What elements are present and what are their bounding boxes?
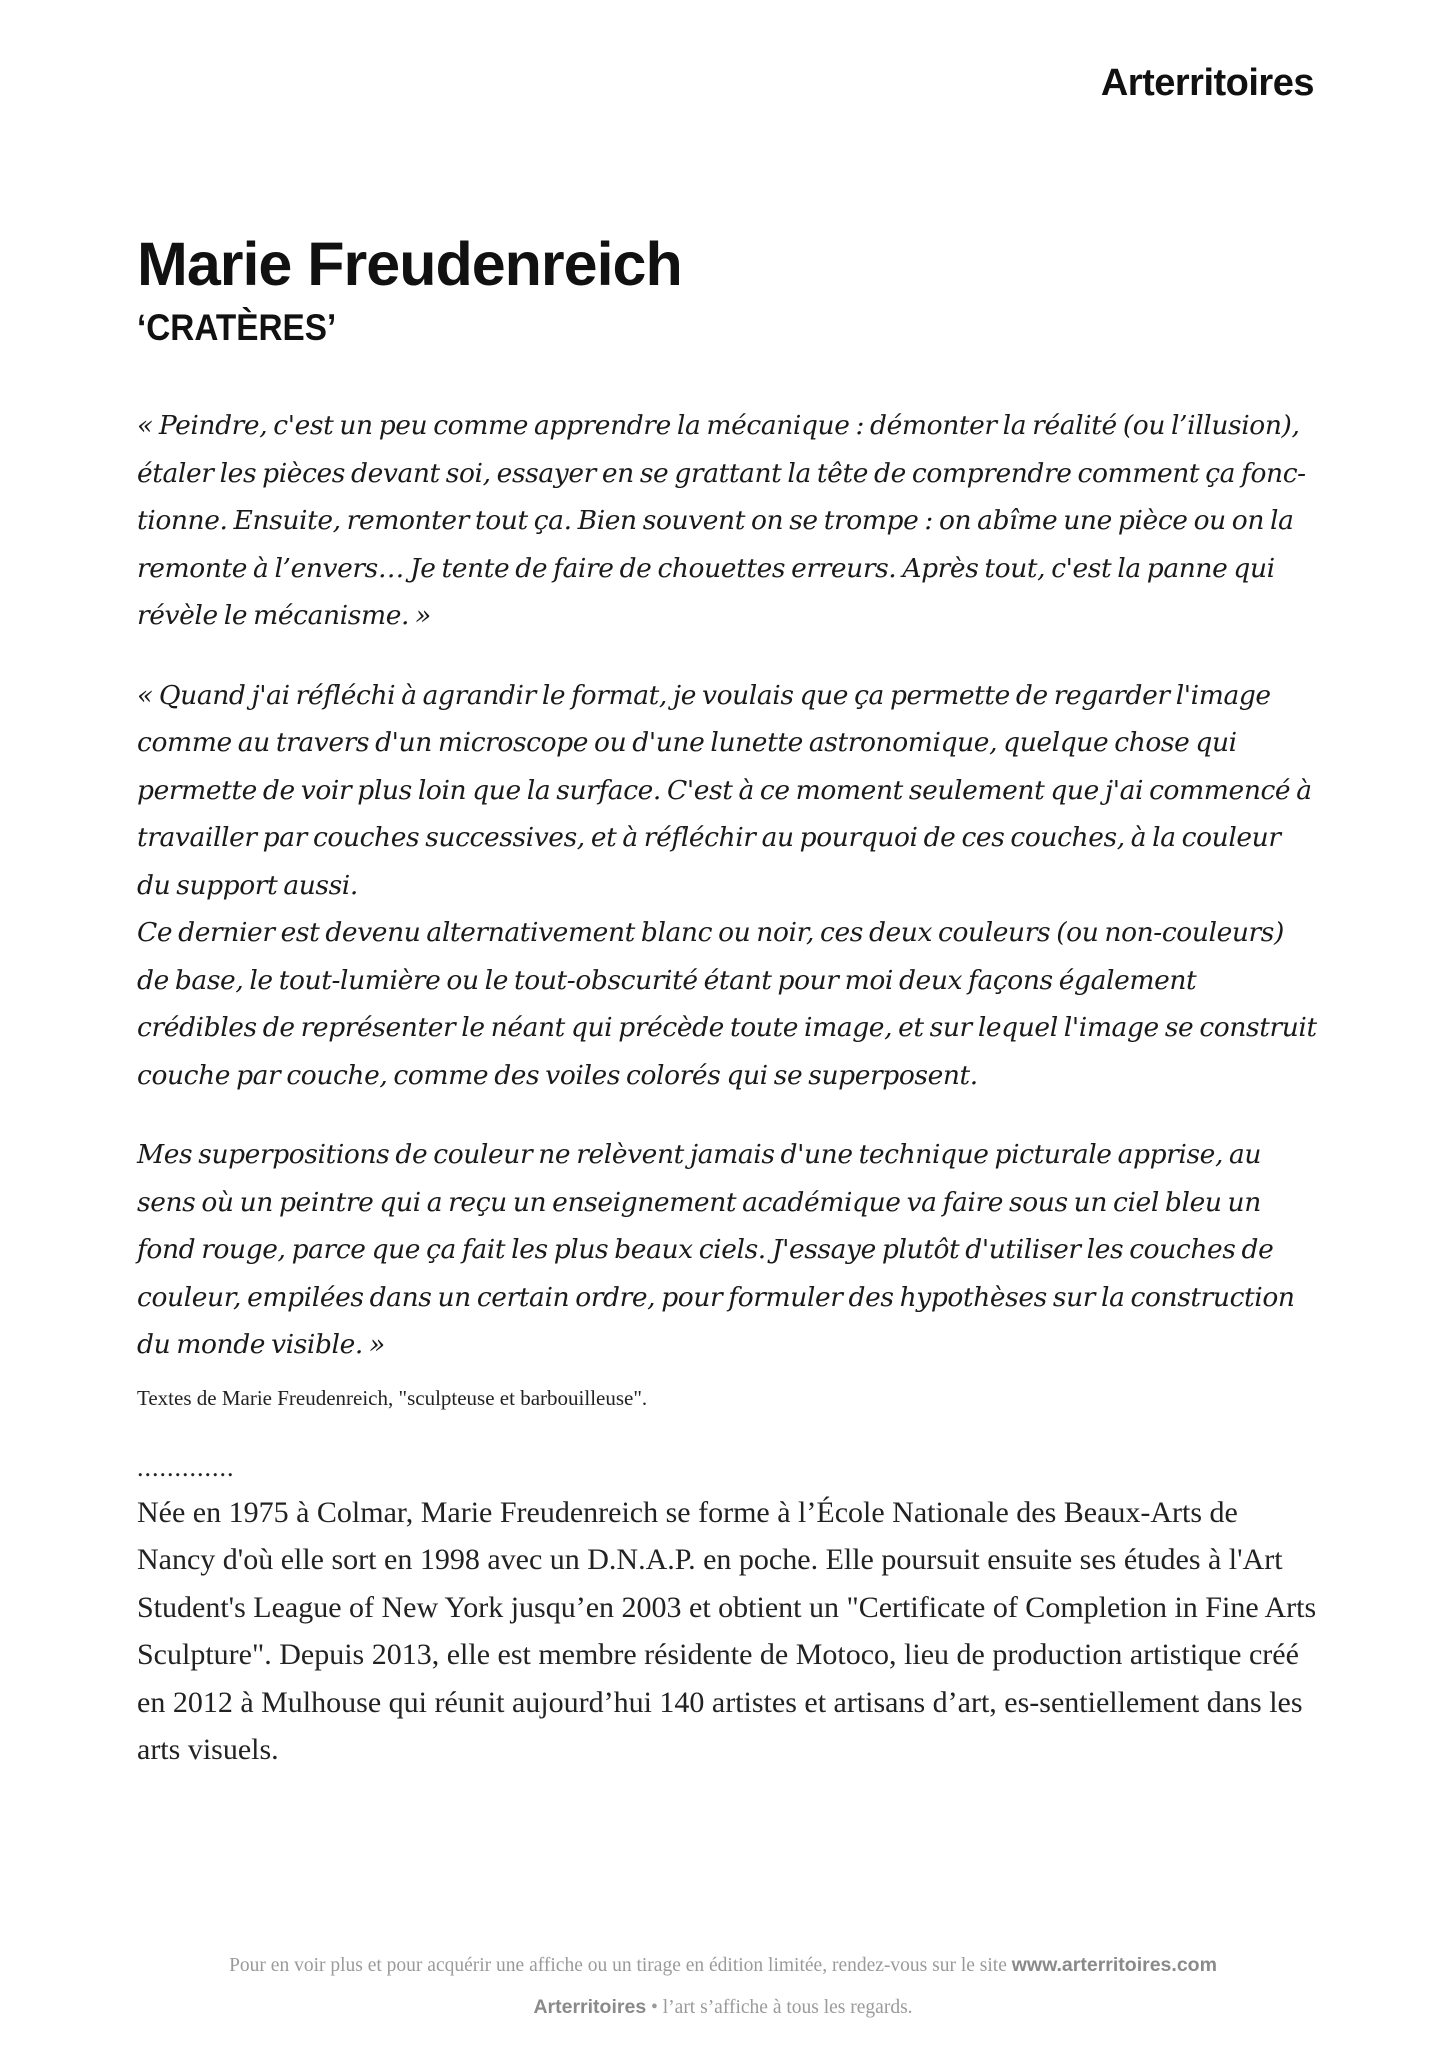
artist-name: Marie Freudenreich	[137, 230, 682, 298]
footer-brand: Arterritoires	[533, 1996, 647, 2018]
quote-paragraph: Mes superpositions de couleur ne relèvent jamais d'une technique picturale apprise, au sens où un peintre qui a reçu un enseignement académique va faire sous un ciel bleu un fond rouge, parce que ça fait les plus beaux ciels. J'essaye plutôt d'utiliser les couches de couleur, empilées dans un certain ordre, pour formuler des hypothèses sur la construction du monde visible. »	[137, 1139, 1295, 1360]
quote-credit: Textes de Marie Freudenreich, "sculpteuse et barbouilleuse".	[137, 1385, 648, 1410]
quote-paragraph: « Peindre, c'est un peu comme apprendre la mécanique : démonter la réalité (ou l’illusion), étaler les pièces devant soi, essayer en se grattant la tête de comprendre comment ça fonc-tionne. Ensuite, remonter tout ça. Bien souvent on se trompe : on abîme une pièce ou on la remonte à l’envers… Je tente de faire de chouettes erreurs. Après tout, c'est la panne qui révèle le mécanisme. »	[137, 410, 1306, 631]
footer-tagline-text: • l’art s’affiche à tous les regards.	[651, 1997, 913, 2018]
article	[137, 228, 1317, 1774]
footer-promo	[0, 1954, 1446, 1977]
quote-paragraph: « Quand j'ai réfléchi à agrandir le format, je voulais que ça permette de regarder l'image comme au travers d'un microscope ou d'une lunette astronomique, quelque chose qui permette de voir plus loin que la surface. C'est à ce moment seulement que j'ai commencé à travailler par couches successives, et à réfléchir au pourquoi de ces couches, à la couleur du support aussi.	[137, 679, 1312, 901]
footer-promo-text: Pour en voir plus et pour acquérir une affiche ou un tirage en édition limitée, rendez-vous sur le site	[229, 1955, 1007, 1976]
footer-tagline	[0, 1996, 1446, 2019]
brand-logo: Arterritoires	[1100, 62, 1314, 104]
artist-bio: Née en 1975 à Colmar, Marie Freudenreich se forme à l’École Nationale des Beaux-Arts de Nancy d'où elle sort en 1998 avec un D.N.A.P. en poche. Elle poursuit ensuite ses études à l'Art Student's League of New York jusqu’en 2003 et obtient un "Certificate of Completion in Fine Arts Sculpture". Depuis 2013, elle est membre résidente de Motoco, lieu de production artistique créé en 2012 à Mulhouse qui réunit aujourd’hui 140 artistes et artisans d’art, es-sentiellement dans les arts visuels.	[137, 1495, 1317, 1766]
series-title: ‘CRATÈRES’	[137, 307, 337, 348]
section-separator: .............	[137, 1452, 235, 1482]
quote-paragraph: Ce dernier est devenu alternativement blanc ou noir, ces deux couleurs (ou non-couleurs) de base, le tout-lumière ou le tout-obscurité étant pour moi deux façons également crédibles de représenter le néant qui précède toute image, et sur lequel l'image se construit couche par couche, comme des voiles colorés qui se superposent.	[137, 917, 1317, 1091]
site-link[interactable]: www.arterritoires.com	[1011, 1954, 1217, 1976]
